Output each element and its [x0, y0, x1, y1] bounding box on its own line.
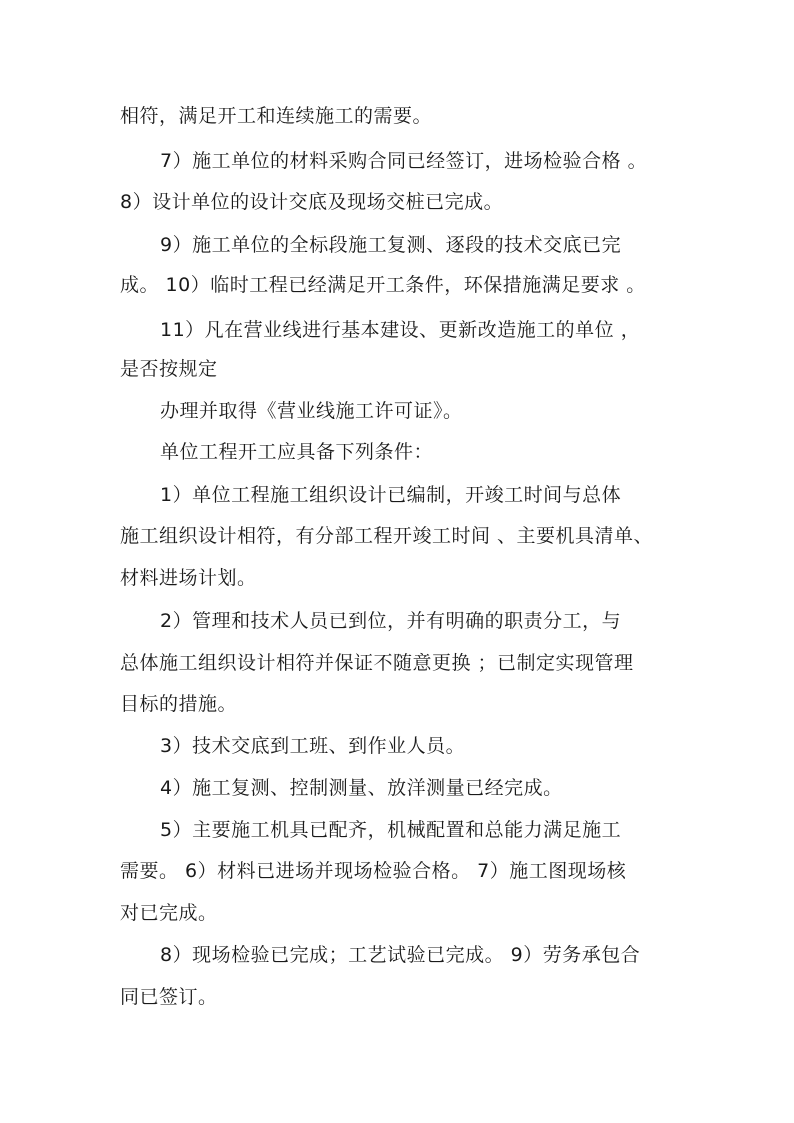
- text-line: 3）技术交底到工班、到作业人员。: [160, 735, 466, 757]
- text-line: 目标的措施。: [120, 693, 238, 715]
- text-line: 单位工程开工应具备下列条件：: [160, 441, 434, 463]
- text-line: 对已完成。: [120, 902, 218, 924]
- text-line: 相符，满足开工和连续施工的需要。: [120, 105, 433, 127]
- text-line: 5）主要施工机具已配齐，机械配置和总能力满足施工: [160, 819, 622, 841]
- text-line: 4）施工复测、控制测量、放洋测量已经完成。: [160, 777, 563, 799]
- text-line: 总体施工组织设计相符并保证不随意更换 ；已制定实现管理: [120, 652, 634, 674]
- text-line: 需要。 6）材料已进场并现场检验合格。 7）施工图现场核: [120, 860, 627, 882]
- text-line: 7）施工单位的材料采购合同已经签订，进场检验合格 。: [160, 150, 648, 172]
- text-line: 办理并取得《营业线施工许可证》。: [160, 400, 463, 422]
- text-line: 8）设计单位的设计交底及现场交桩已完成。: [120, 191, 504, 213]
- text-line: 8）现场检验已完成；工艺试验已完成。 9）劳务承包合: [160, 944, 641, 966]
- text-line: 施工组织设计相符，有分部工程开竣工时间 、主要机具清单、: [120, 525, 654, 547]
- text-line: 11）凡在营业线进行基本建设、更新改造施工的单位 ，: [160, 319, 641, 341]
- text-line: 同已签订。: [120, 986, 218, 1008]
- text-line: 材料进场计划。: [120, 567, 257, 589]
- text-line: 成。 10）临时工程已经满足开工条件，环保措施满足要求 。: [120, 274, 646, 296]
- text-line: 2）管理和技术人员已到位，并有明确的职责分工，与: [160, 610, 622, 632]
- text-line: 是否按规定: [120, 358, 218, 380]
- text-line: 9）施工单位的全标段施工复测、逐段的技术交底已完: [160, 234, 622, 256]
- text-line: 1）单位工程施工组织设计已编制，开竣工时间与总体: [160, 484, 622, 506]
